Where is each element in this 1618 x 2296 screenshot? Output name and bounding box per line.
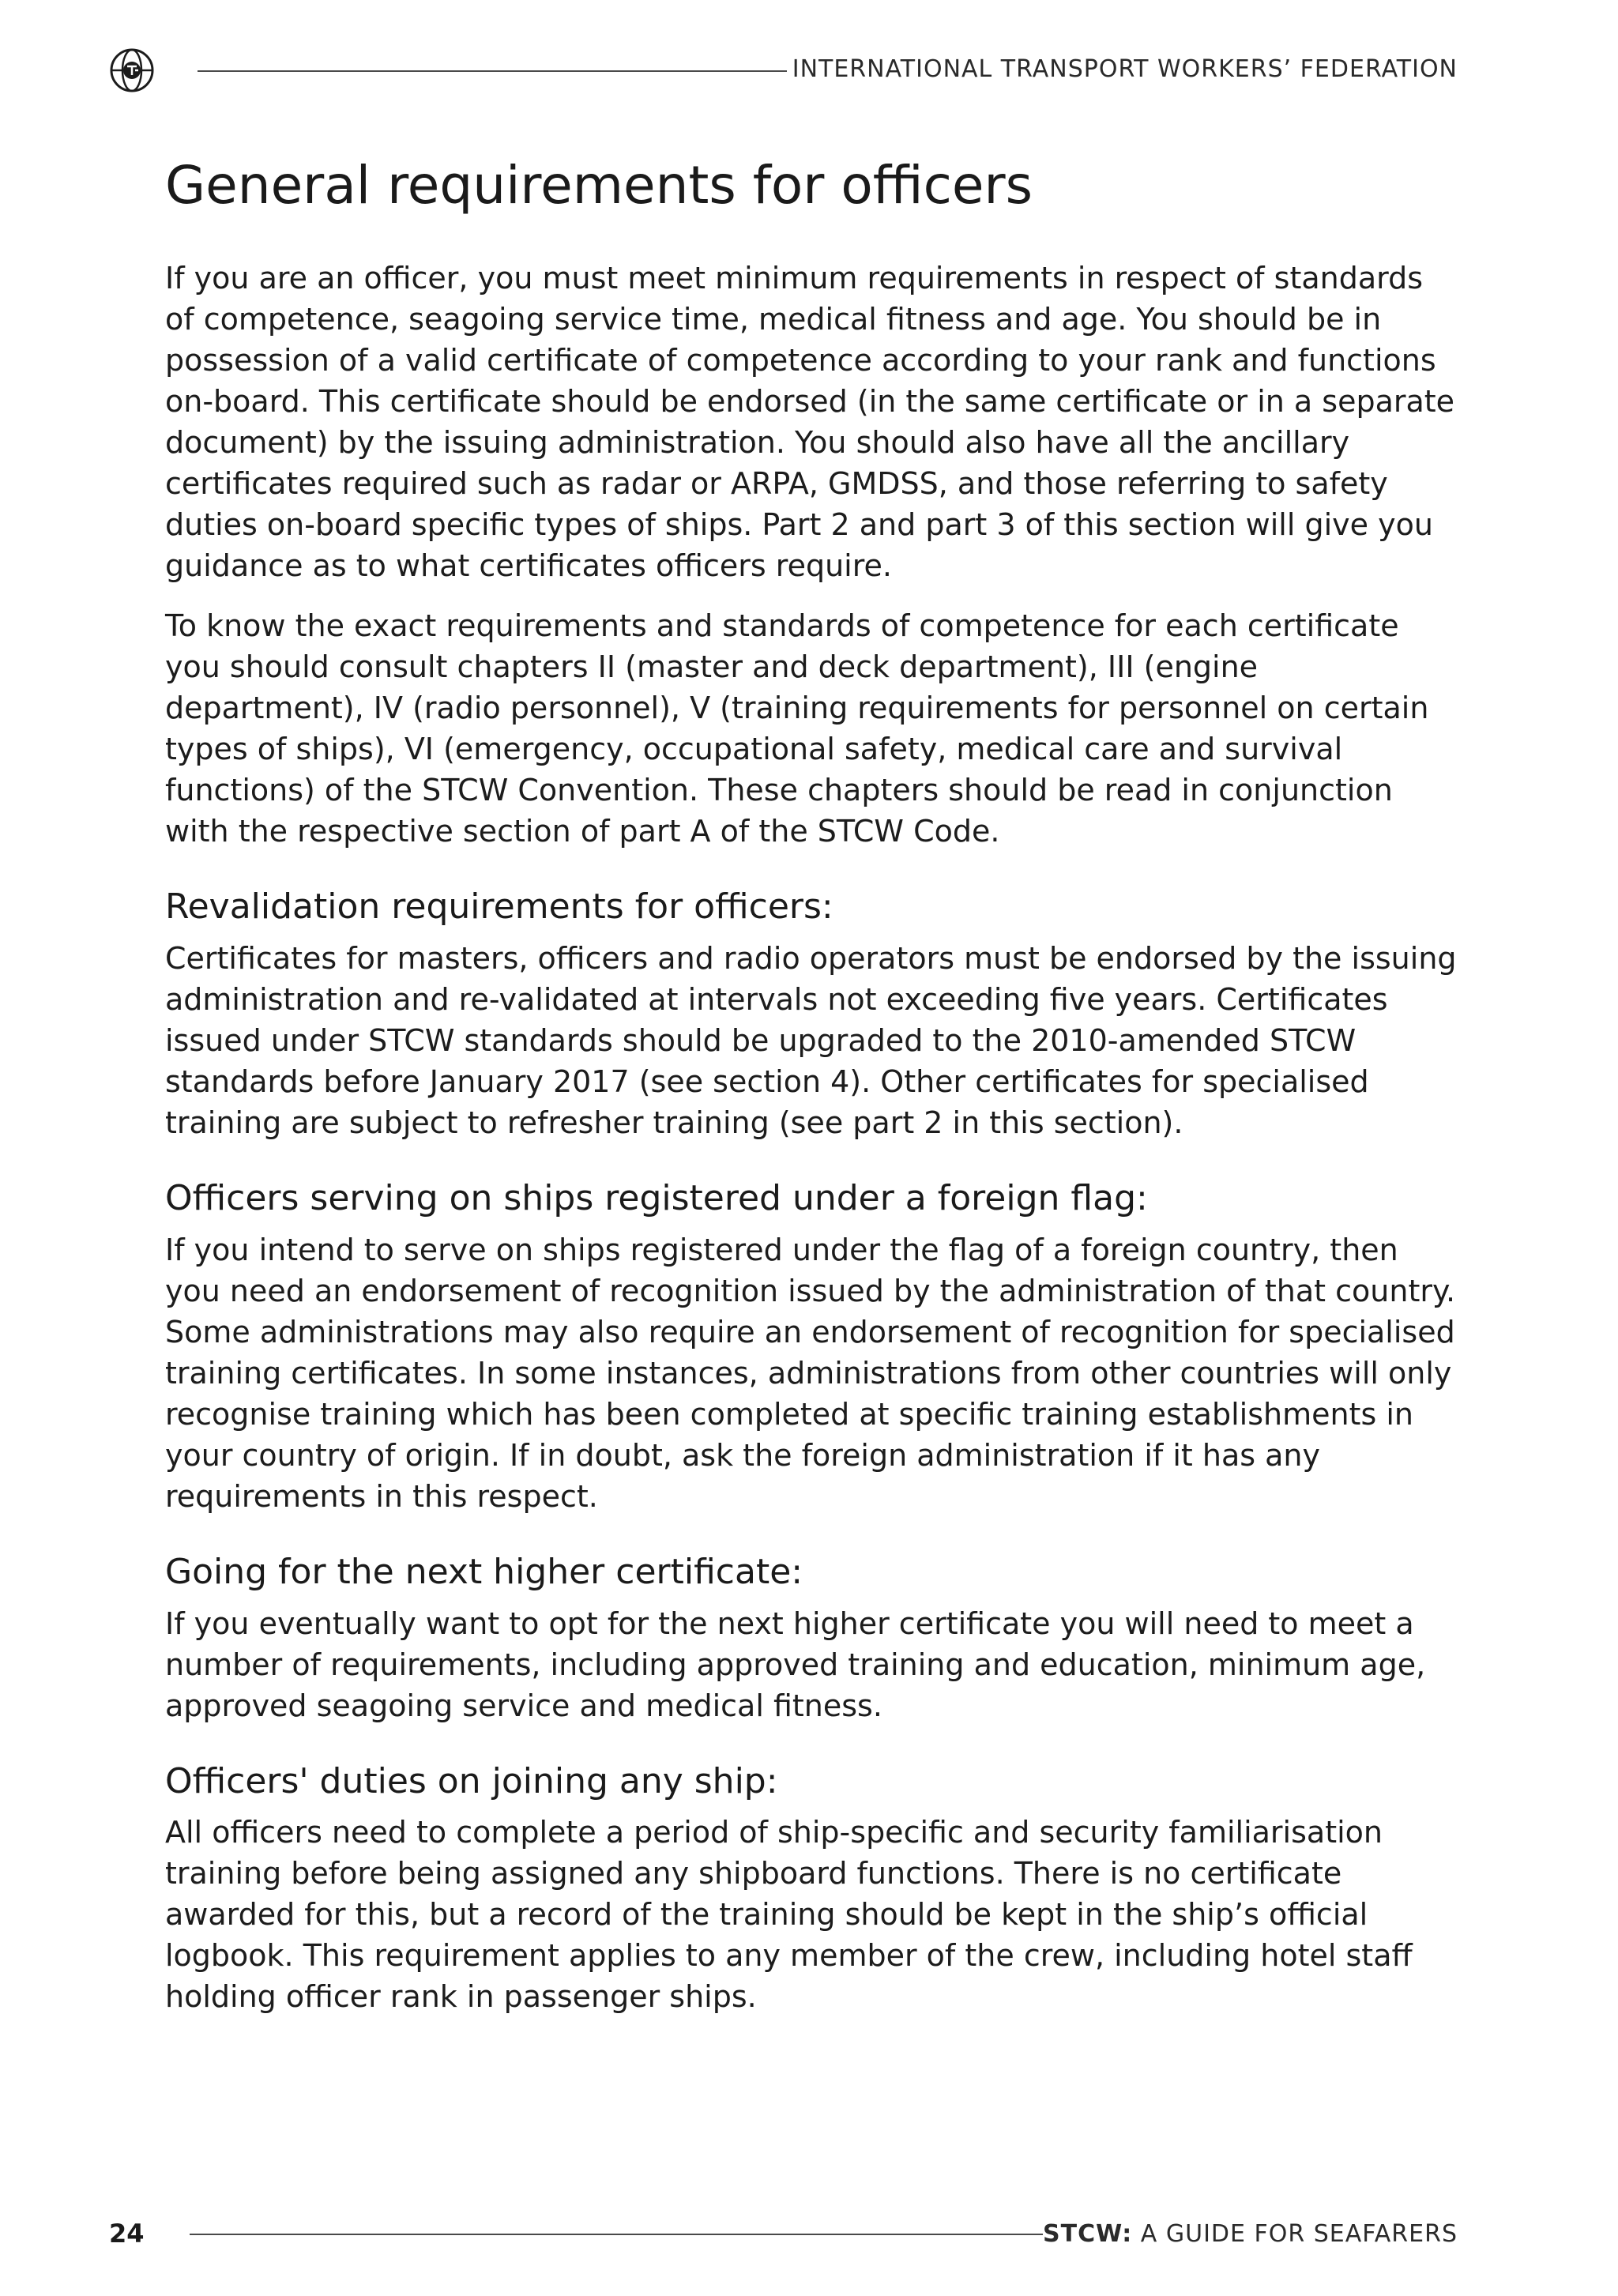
section-foreign-flag bbox=[165, 1178, 1461, 1517]
publication-title-rest: A GUIDE FOR SEAFARERS bbox=[1132, 2220, 1458, 2248]
header-rule bbox=[198, 70, 787, 72]
publication-title bbox=[1043, 2220, 1458, 2248]
section-body: If you intend to serve on ships registered under the flag of a foreign country, then you need an endorsement of recognition issued by the administration of that country. Some administrations may also require an endorsement of recognition for specialised training certificates. In some instances, administrations from other countries will only recognise training which has been completed at specific training establishments in your country of origin. If in doubt, ask the foreign administration if it has any requirements in this respect. bbox=[165, 1232, 1456, 1514]
page-footer bbox=[0, 2212, 1618, 2260]
page-title: General requirements for officers bbox=[165, 155, 1033, 216]
section-joining-duties bbox=[165, 1761, 1461, 2018]
section-heading: Revalidation requirements for officers: bbox=[165, 886, 833, 928]
section-revalidation bbox=[165, 886, 1461, 1143]
section-body: Certificates for masters, officers and radio operators must be endorsed by the issuing administration and re-validated at intervals not exceeding five years. Certificates issued under STCW standards should be upgraded to the 2010-amended STCW standards before January 2017 (see section 4). Other certificates for specialised training are subject to refresher training (see part 2 in this section). bbox=[165, 940, 1457, 1140]
section-heading: Officers serving on ships registered under a foreign flag: bbox=[165, 1177, 1148, 1218]
footer-rule bbox=[190, 2234, 1043, 2235]
intro-paragraph: To know the exact requirements and standards of competence for each certificate you should consult chapters II (master and deck department), III (engine department), IV (radio personnel), V (training requirements for personnel on certain types of ships), VI (emergency, occupational safety, medical care and survival functions) of the STCW Convention. These chapters should be read in conjunction with the respective section of part A of the STCW Code. bbox=[165, 608, 1429, 849]
section-body: If you eventually want to opt for the next higher certificate you will need to meet a number of requirements, including approved training and education, minimum age, approved seagoing service and medical fitness. bbox=[165, 1605, 1426, 1723]
organization-name: INTERNATIONAL TRANSPORT WORKERS’ FEDERATION bbox=[792, 55, 1458, 83]
itf-globe-logo-icon bbox=[109, 47, 155, 93]
page-number: 24 bbox=[109, 2219, 145, 2249]
intro-paragraph: If you are an officer, you must meet minimum requirements in respect of standards of competence, seagoing service time, medical fitness and age. You should be in possession of a valid certificate of competence according to your rank and functions on-board. This certificate should be endorsed (in the same certificate or in a separate document) by the issuing administration. You should also have all the ancillary certificates required such as radar or ARPA, GMDSS, and those referring to safety duties on-board specific types of ships. Part 2 and part 3 of this section will give you guidance as to what certificates officers require. bbox=[165, 261, 1455, 584]
section-heading: Officers' duties on joining any ship: bbox=[165, 1760, 778, 1801]
page-header bbox=[0, 0, 1618, 142]
publication-title-bold: STCW: bbox=[1043, 2220, 1133, 2248]
section-heading: Going for the next higher certificate: bbox=[165, 1551, 803, 1592]
page-content bbox=[165, 154, 1461, 2036]
section-body: All officers need to complete a period of ship-specific and security familiarisation training before being assigned any shipboard functions. There is no certificate awarded for this, but a record of the training should be kept in the ship’s official logbook. This requirement applies to any member of the crew, including hotel staff holding officer rank in passenger ships. bbox=[165, 1815, 1413, 2015]
section-next-certificate bbox=[165, 1552, 1461, 1726]
